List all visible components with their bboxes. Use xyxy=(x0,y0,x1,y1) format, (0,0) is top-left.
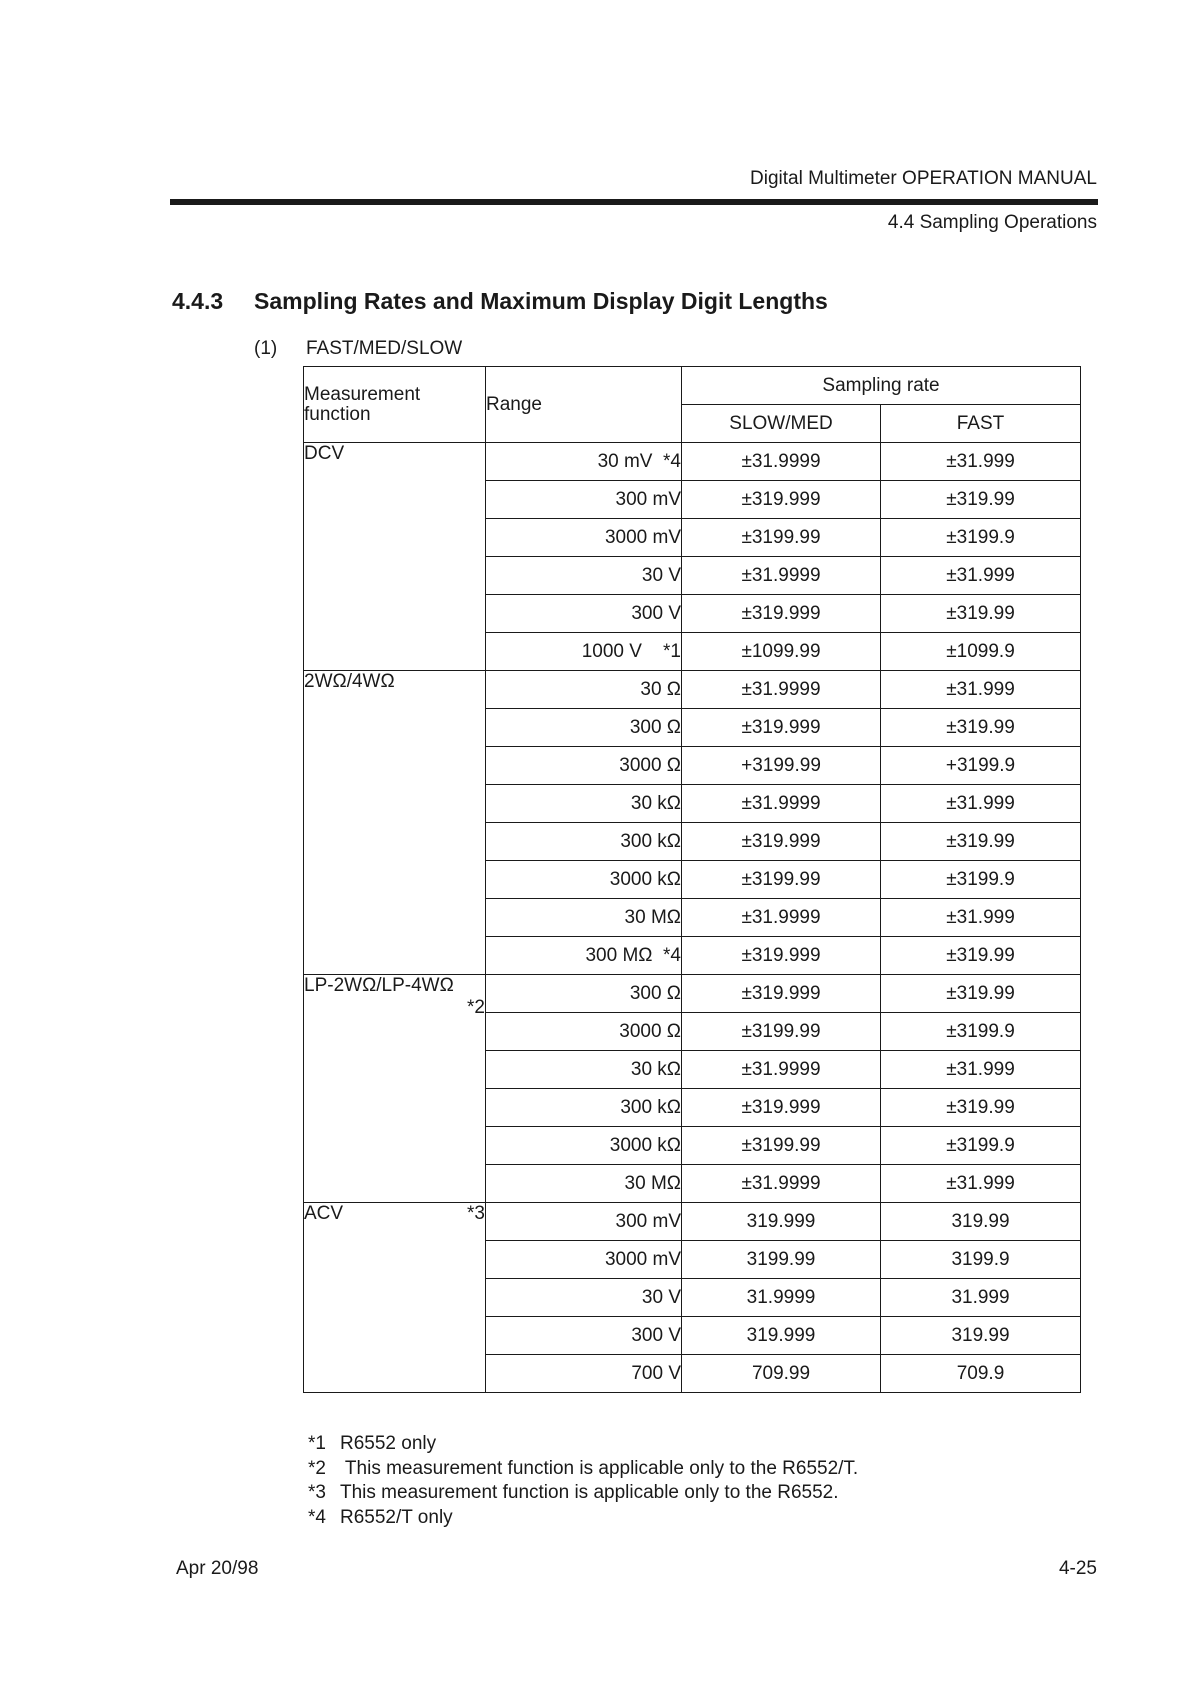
slow-med-value-cell: ±3199.99 xyxy=(682,519,881,557)
measurement-function-cell xyxy=(304,443,486,671)
fast-value-cell: ±319.99 xyxy=(881,1089,1081,1127)
slow-med-value-cell: ±31.9999 xyxy=(682,557,881,595)
subsection-number: (1) xyxy=(254,338,278,359)
slow-med-value-cell: ±3199.99 xyxy=(682,1013,881,1051)
range-cell: 30 MΩ xyxy=(486,899,682,937)
range-cell: 30 V xyxy=(486,1279,682,1317)
slow-med-value-cell: ±3199.99 xyxy=(682,1127,881,1165)
range-cell: 30 kΩ xyxy=(486,785,682,823)
range-cell: 3000 kΩ xyxy=(486,1127,682,1165)
footnote xyxy=(308,1506,858,1531)
fast-value-cell: ±3199.9 xyxy=(881,519,1081,557)
function-label-wrap xyxy=(304,671,485,693)
range-cell: 300 V xyxy=(486,1317,682,1355)
footnote xyxy=(308,1457,858,1482)
range-cell: 300 Ω xyxy=(486,709,682,747)
header-rule xyxy=(170,199,1098,205)
range-cell: 3000 kΩ xyxy=(486,861,682,899)
slow-med-value-cell: 319.999 xyxy=(682,1203,881,1241)
range-cell: 700 V xyxy=(486,1355,682,1393)
slow-med-value-cell: ±31.9999 xyxy=(682,671,881,709)
range-cell: 3000 mV xyxy=(486,519,682,557)
range-cell: 300 mV xyxy=(486,481,682,519)
table-row xyxy=(304,671,1081,709)
fast-value-cell: ±31.999 xyxy=(881,785,1081,823)
range-cell: 300 MΩ *4 xyxy=(486,937,682,975)
range-cell: 30 Ω xyxy=(486,671,682,709)
footnote xyxy=(308,1481,858,1506)
fast-value-cell: ±319.99 xyxy=(881,709,1081,747)
function-name: 2WΩ/4WΩ xyxy=(304,671,395,692)
slow-med-value-cell: ±319.999 xyxy=(682,975,881,1013)
table-row xyxy=(304,975,1081,1013)
range-cell: 300 Ω xyxy=(486,975,682,1013)
function-label-wrap xyxy=(304,1203,485,1225)
measurement-function-cell xyxy=(304,671,486,975)
fast-value-cell: 709.9 xyxy=(881,1355,1081,1393)
slow-med-value-cell: 319.999 xyxy=(682,1317,881,1355)
range-cell: 3000 mV xyxy=(486,1241,682,1279)
slow-med-value-cell: 3199.99 xyxy=(682,1241,881,1279)
footnote-mark: *4 xyxy=(308,1506,326,1528)
header-slow-med: SLOW/MED xyxy=(682,405,881,443)
fast-value-cell: ±31.999 xyxy=(881,557,1081,595)
footnotes xyxy=(308,1432,858,1530)
header-range: Range xyxy=(486,367,682,443)
table-row xyxy=(304,443,1081,481)
fast-value-cell: 31.999 xyxy=(881,1279,1081,1317)
table-body xyxy=(304,443,1081,1393)
subsection-title: FAST/MED/SLOW xyxy=(306,338,463,359)
range-cell: 30 kΩ xyxy=(486,1051,682,1089)
slow-med-value-cell: ±31.9999 xyxy=(682,443,881,481)
function-name: ACV xyxy=(304,1203,344,1224)
slow-med-value-cell: ±1099.99 xyxy=(682,633,881,671)
footnote xyxy=(308,1432,858,1457)
slow-med-value-cell: ±31.9999 xyxy=(682,1051,881,1089)
footnote-mark: *3 xyxy=(308,1482,326,1503)
slow-med-value-cell: ±319.999 xyxy=(682,1089,881,1127)
range-cell: 300 kΩ xyxy=(486,823,682,861)
fast-value-cell: 319.99 xyxy=(881,1317,1081,1355)
slow-med-value-cell: ±31.9999 xyxy=(682,785,881,823)
slow-med-value-cell: +3199.99 xyxy=(682,747,881,785)
section-title: Sampling Rates and Maximum Display Digit Lengths xyxy=(254,288,828,314)
fast-value-cell: ±319.99 xyxy=(881,595,1081,633)
fast-value-cell: ±31.999 xyxy=(881,671,1081,709)
section-number: 4.4.3 xyxy=(172,288,224,314)
fast-value-cell: ±31.999 xyxy=(881,899,1081,937)
fast-value-cell: ±3199.9 xyxy=(881,861,1081,899)
slow-med-value-cell: ±319.999 xyxy=(682,823,881,861)
range-cell: 300 kΩ xyxy=(486,1089,682,1127)
function-label-wrap xyxy=(304,975,485,1019)
fast-value-cell: ±319.99 xyxy=(881,823,1081,861)
function-note: *2 xyxy=(467,997,485,1018)
slow-med-value-cell: ±319.999 xyxy=(682,709,881,747)
header-measurement-function: Measurement function xyxy=(304,367,486,443)
header-fast: FAST xyxy=(881,405,1081,443)
manual-title: Digital Multimeter OPERATION MANUAL xyxy=(750,168,1097,189)
fast-value-cell: 319.99 xyxy=(881,1203,1081,1241)
fast-value-cell: +3199.9 xyxy=(881,747,1081,785)
measurement-function-cell xyxy=(304,975,486,1203)
range-cell: 300 mV xyxy=(486,1203,682,1241)
range-cell: 1000 V *1 xyxy=(486,633,682,671)
header-sampling-rate: Sampling rate xyxy=(682,367,1081,405)
range-cell: 30 MΩ xyxy=(486,1165,682,1203)
range-cell: 30 V xyxy=(486,557,682,595)
footnote-text: R6552 only xyxy=(340,1433,437,1454)
slow-med-value-cell: ±31.9999 xyxy=(682,1165,881,1203)
page-number: 4-25 xyxy=(1058,1558,1097,1579)
sampling-rate-table xyxy=(303,366,1081,1393)
fast-value-cell: ±31.999 xyxy=(881,1051,1081,1089)
slow-med-value-cell: ±319.999 xyxy=(682,937,881,975)
footer-date: Apr 20/98 xyxy=(176,1558,259,1579)
fast-value-cell: ±1099.9 xyxy=(881,633,1081,671)
footnote-text: This measurement function is applicable only to the R6552/T. xyxy=(340,1457,859,1479)
function-name: DCV xyxy=(304,443,345,464)
slow-med-value-cell: 31.9999 xyxy=(682,1279,881,1317)
footnote-mark: *1 xyxy=(308,1433,326,1454)
range-cell: 3000 Ω xyxy=(486,747,682,785)
fast-value-cell: ±31.999 xyxy=(881,1165,1081,1203)
fast-value-cell: ±3199.9 xyxy=(881,1013,1081,1051)
fast-value-cell: ±31.999 xyxy=(881,443,1081,481)
table-row xyxy=(304,1203,1081,1241)
slow-med-value-cell: ±3199.99 xyxy=(682,861,881,899)
footnote-text: This measurement function is applicable only to the R6552. xyxy=(340,1482,839,1503)
function-label-wrap xyxy=(304,443,485,465)
fast-value-cell: ±319.99 xyxy=(881,481,1081,519)
slow-med-value-cell: ±319.999 xyxy=(682,481,881,519)
slow-med-value-cell: 709.99 xyxy=(682,1355,881,1393)
function-note-line xyxy=(304,997,485,1019)
footnote-mark: *2 xyxy=(308,1457,326,1479)
range-cell: 3000 Ω xyxy=(486,1013,682,1051)
range-cell: 30 mV *4 xyxy=(486,443,682,481)
fast-value-cell: 3199.9 xyxy=(881,1241,1081,1279)
section-reference: 4.4 Sampling Operations xyxy=(887,212,1097,233)
function-note: *3 xyxy=(467,1203,485,1224)
function-name: LP-2WΩ/LP-4WΩ xyxy=(304,975,454,996)
slow-med-value-cell: ±319.999 xyxy=(682,595,881,633)
range-cell: 300 V xyxy=(486,595,682,633)
fast-value-cell: ±3199.9 xyxy=(881,1127,1081,1165)
measurement-function-cell xyxy=(304,1203,486,1393)
fast-value-cell: ±319.99 xyxy=(881,937,1081,975)
slow-med-value-cell: ±31.9999 xyxy=(682,899,881,937)
footnote-text: R6552/T only xyxy=(340,1506,453,1528)
fast-value-cell: ±319.99 xyxy=(881,975,1081,1013)
